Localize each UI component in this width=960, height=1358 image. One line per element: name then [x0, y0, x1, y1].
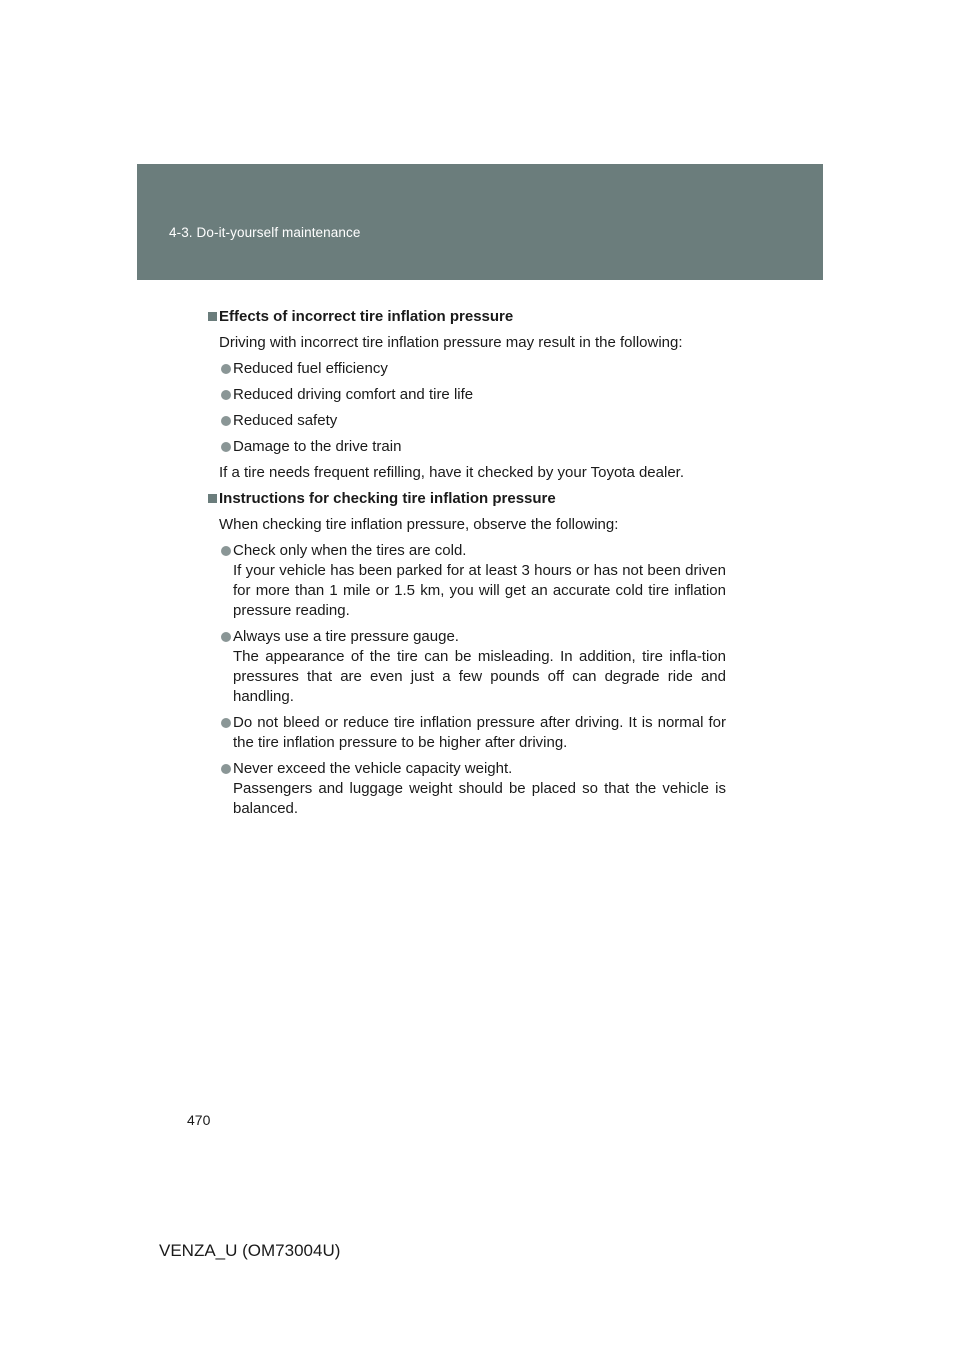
list-item: Reduced driving comfort and tire life	[208, 385, 726, 405]
circle-bullet-icon	[221, 546, 231, 556]
list-item: Never exceed the vehicle capacity weight. Passengers and luggage weight should be placed so that the vehicle is balanced.	[208, 759, 726, 819]
list-item: Always use a tire pressure gauge. The appearance of the tire can be misleading. In addition, tire infla-tion pressures that are even just a few pounds off can degrade ride and handling.	[208, 627, 726, 707]
circle-bullet-icon	[221, 416, 231, 426]
section-instructions	[208, 489, 726, 819]
section-outro: If a tire needs frequent refilling, have it checked by your Toyota dealer.	[219, 464, 684, 481]
page-content	[208, 307, 726, 825]
page-number: 470	[187, 1112, 211, 1128]
circle-bullet-icon	[221, 718, 231, 728]
circle-bullet-icon	[221, 390, 231, 400]
list-item: Check only when the tires are cold. If your vehicle has been parked for at least 3 hours or has not been driven for more than 1 mile or 1.5 km, you will get an accurate cold tire inflation pressure reading.	[208, 541, 726, 621]
section-heading: Instructions for checking tire inflation pressure	[208, 489, 726, 509]
square-bullet-icon	[208, 312, 217, 321]
circle-bullet-icon	[221, 442, 231, 452]
list-item: Reduced fuel efficiency	[208, 359, 726, 379]
header-band	[137, 164, 823, 280]
section-intro: When checking tire inflation pressure, observe the following:	[219, 516, 619, 533]
section-effects	[208, 307, 726, 483]
square-bullet-icon	[208, 494, 217, 503]
section-intro: Driving with incorrect tire inflation pressure may result in the following:	[219, 334, 683, 351]
circle-bullet-icon	[221, 632, 231, 642]
list-item: Reduced safety	[208, 411, 726, 431]
circle-bullet-icon	[221, 764, 231, 774]
circle-bullet-icon	[221, 364, 231, 374]
document-code: VENZA_U (OM73004U)	[159, 1241, 341, 1260]
list-item: Damage to the drive train	[208, 437, 726, 457]
section-label: 4-3. Do-it-yourself maintenance	[169, 225, 361, 240]
section-heading: Effects of incorrect tire inflation pressure	[208, 307, 726, 327]
list-item: Do not bleed or reduce tire inflation pressure after driving. It is normal for the tire inflation pressure to be higher after driving.	[208, 713, 726, 753]
